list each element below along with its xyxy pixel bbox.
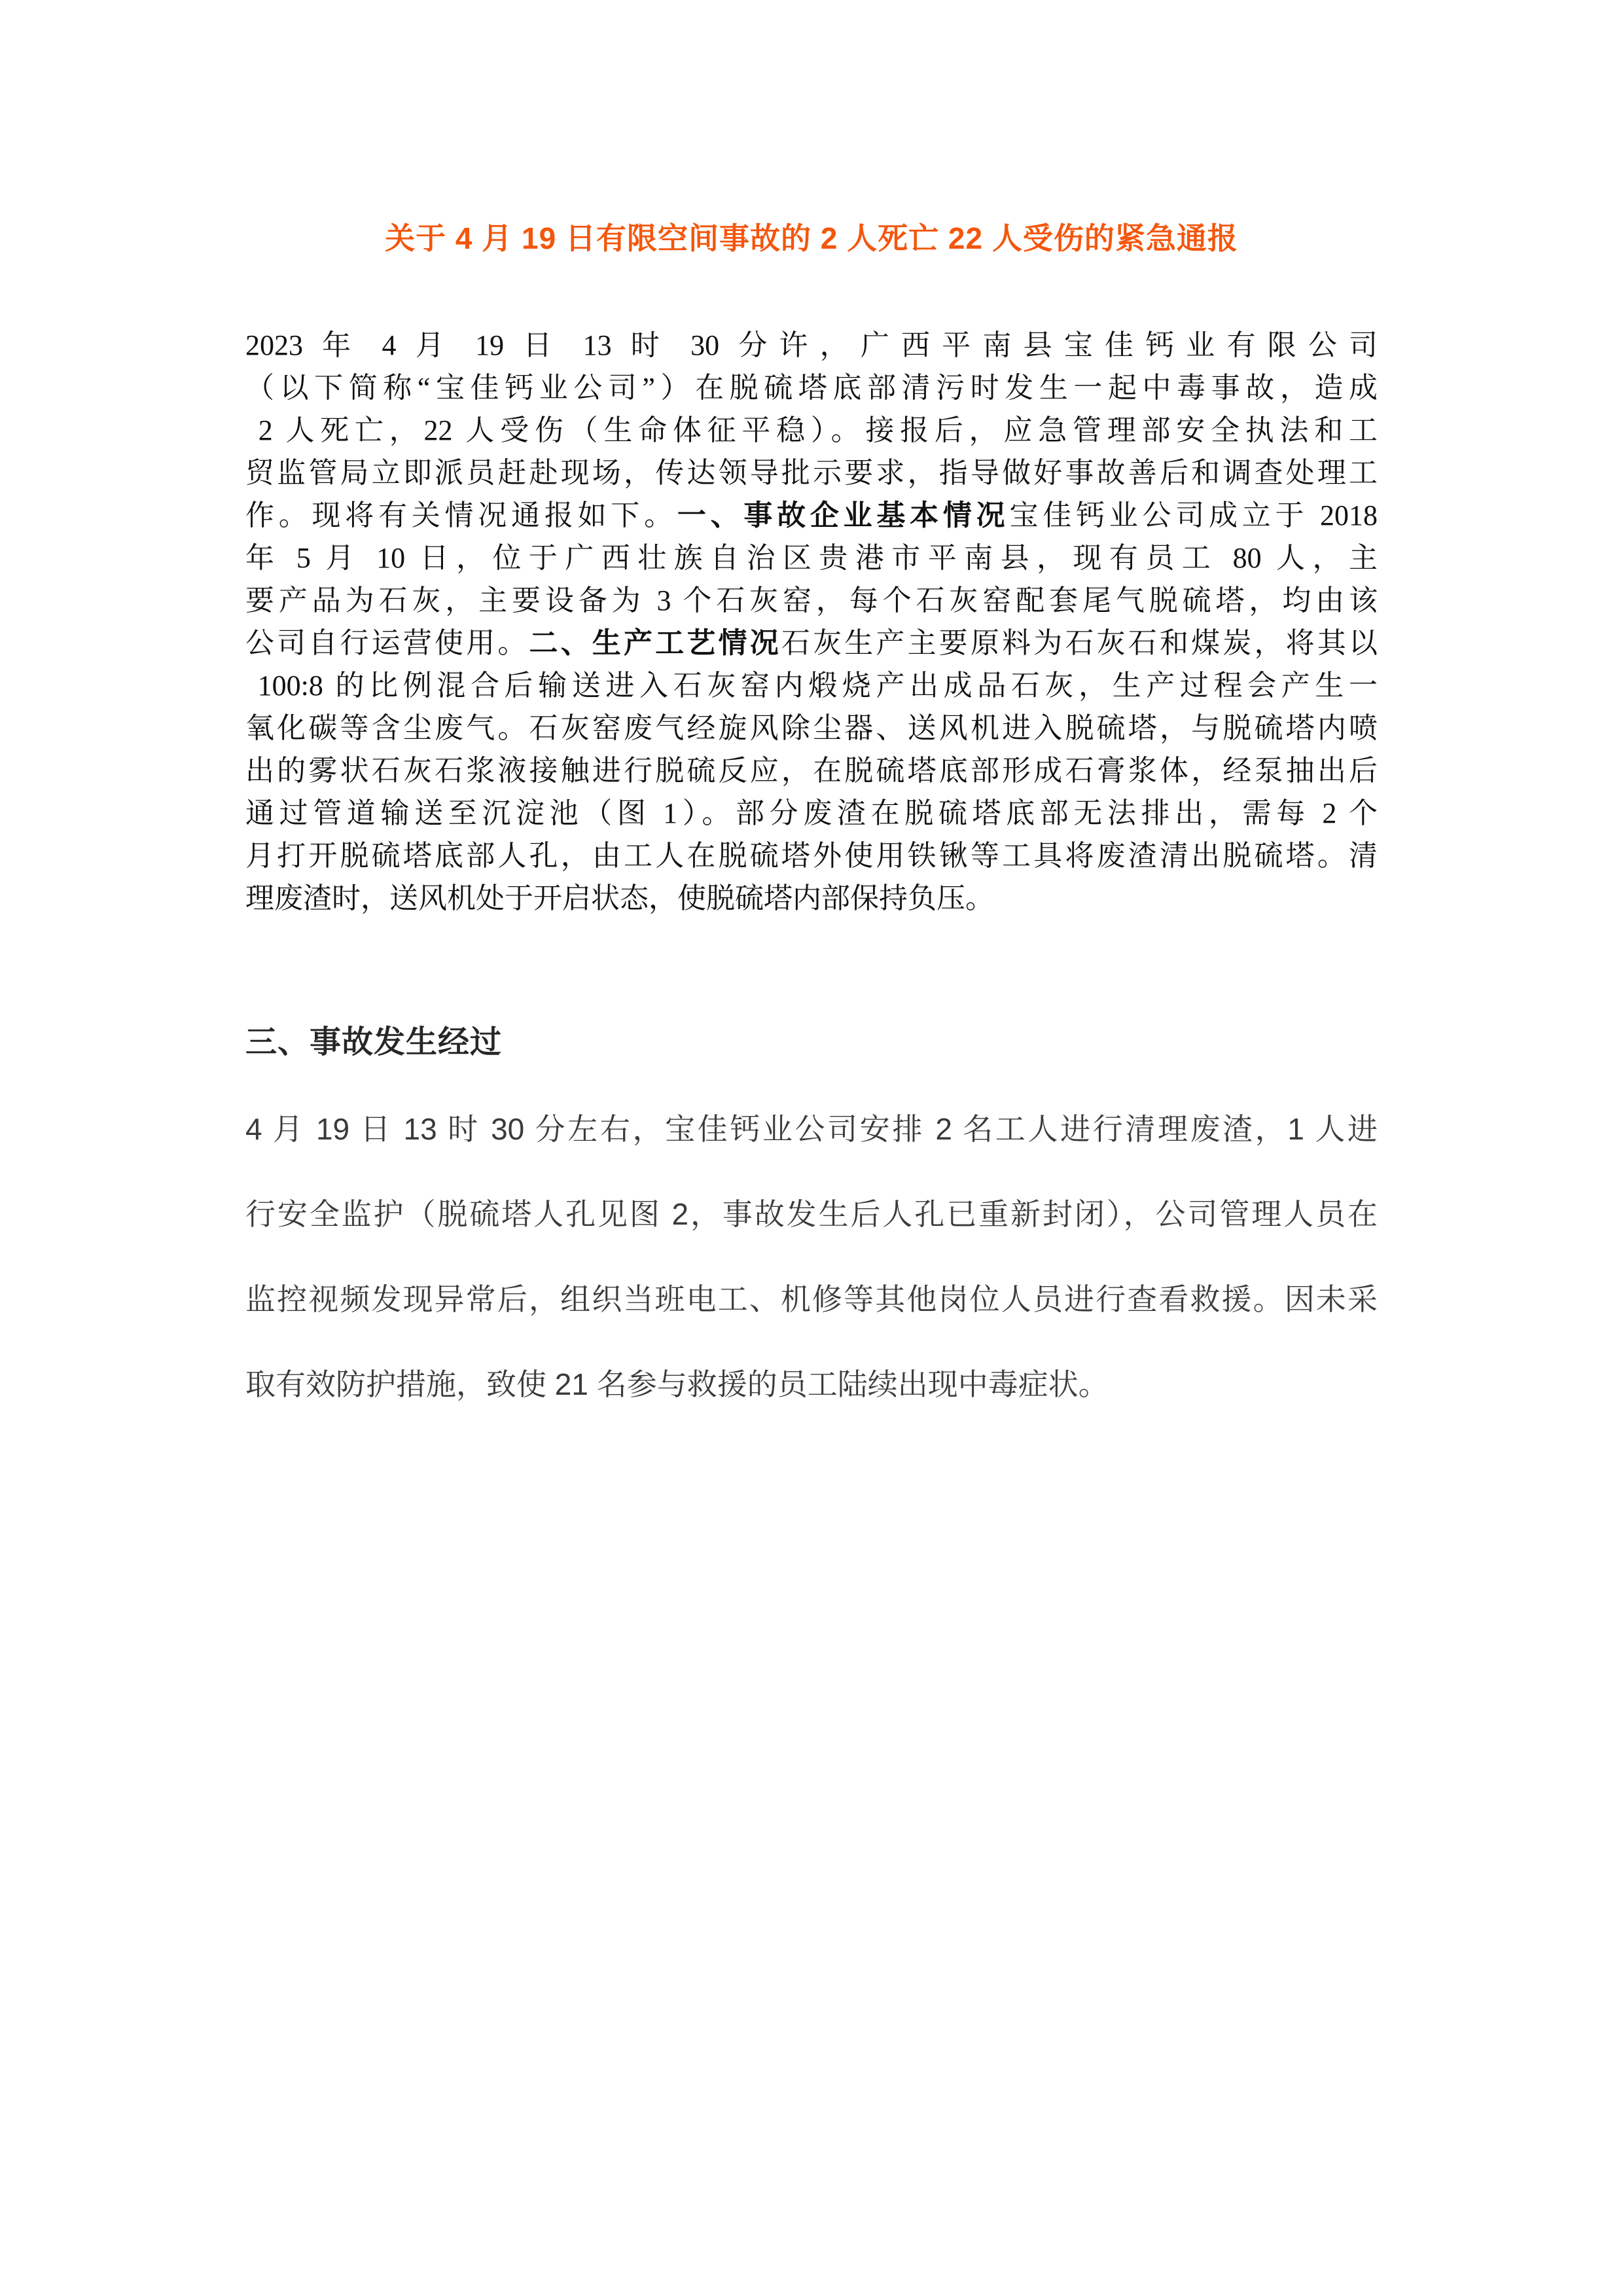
inline-text-run: 宝佳钙业公司成立于 2018 xyxy=(1009,499,1378,531)
inline-text-run: 取有效防护措施，致使 21 名参与救援的员工陆续出现中毒症状。 xyxy=(245,1367,1109,1401)
text-line xyxy=(245,367,1378,409)
inline-text-run: 通过管道输送至沉淀池（图 1）。部分废渣在脱硫塔底部无法排出，需每 2 个 xyxy=(245,797,1378,829)
inline-text-run: 贸监管局立即派员赶赴现场，传达领导批示要求，指导做好事故善后和调查处理工 xyxy=(245,457,1378,489)
inline-text-run: 氧化碳等含尘废气。石灰窑废气经旋风除尘器、送风机进入脱硫塔，与脱硫塔内喷 xyxy=(245,712,1378,744)
text-line xyxy=(245,494,1378,537)
text-line xyxy=(245,1342,1378,1427)
text-line xyxy=(245,579,1378,622)
text-line xyxy=(245,537,1378,579)
text-line xyxy=(245,452,1378,494)
text-line xyxy=(245,409,1378,452)
inline-text-run: 理废渣时，送风机处于开启状态，使脱硫塔内部保持负压。 xyxy=(245,882,994,914)
inline-text-run: 100:8 的比例混合后输送进入石灰窑内煅烧产出成品石灰，生产过程会产生一 xyxy=(245,670,1378,702)
inline-text-run: 2 人死亡，22 人受伤（生命体征平稳）。接报后，应急管理部安全执法和工 xyxy=(245,414,1378,446)
text-line xyxy=(245,792,1378,834)
inline-text-run: 出的雾状石灰石浆液接触进行脱硫反应，在脱硫塔底部形成石膏浆体，经泵抽出后 xyxy=(245,755,1378,787)
text-line xyxy=(245,1086,1378,1172)
text-line xyxy=(245,707,1378,749)
text-line xyxy=(245,1257,1378,1342)
inline-text-run: 石灰生产主要原料为石灰石和煤炭，将其以 xyxy=(781,627,1378,659)
inline-bold-run: 二、生产工艺情况 xyxy=(529,627,781,659)
text-line xyxy=(245,622,1378,664)
text-line xyxy=(245,749,1378,792)
inline-text-run: 2023 年 4 月 19 日 13 时 30 分许，广西平南县宝佳钙业有限公司 xyxy=(245,329,1378,361)
inline-text-run: 行安全监护（脱硫塔人孔见图 2，事故发生后人孔已重新封闭），公司管理人员在 xyxy=(245,1197,1378,1231)
inline-text-run: 月打开脱硫塔底部人孔，由工人在脱硫塔外使用铁锹等工具将废渣清出脱硫塔。清 xyxy=(245,840,1378,872)
document-title: 关于 4 月 19 日有限空间事故的 2 人死亡 22 人受伤的紧急通报 xyxy=(385,221,1238,255)
inline-text-run: 要产品为石灰，主要设备为 3 个石灰窑，每个石灰窑配套尾气脱硫塔，均由该 xyxy=(245,584,1378,617)
inline-text-run: 作。现将有关情况通报如下。 xyxy=(245,499,677,531)
text-line xyxy=(245,324,1378,367)
paragraph-accident-course xyxy=(245,1086,1378,1427)
inline-text-run: （以下简称“宝佳钙业公司”）在脱硫塔底部清污时发生一起中毒事故，造成 xyxy=(245,372,1378,404)
text-line xyxy=(245,834,1378,877)
text-line xyxy=(245,1172,1378,1257)
inline-text-run: 4 月 19 日 13 时 30 分左右，宝佳钙业公司安排 2 名工人进行清理废渣，1 人进 xyxy=(245,1112,1378,1146)
inline-text-run: 监控视频发现异常后，组织当班电工、机修等其他岗位人员进行查看救援。因未采 xyxy=(245,1282,1378,1316)
text-line xyxy=(245,877,1378,920)
inline-text-run: 公司自行运营使用。 xyxy=(245,627,529,659)
section-heading-accident-course: 三、事故发生经过 xyxy=(245,1025,503,1060)
text-line xyxy=(245,664,1378,707)
inline-bold-run: 一、事故企业基本情况 xyxy=(677,499,1010,531)
inline-text-run: 年 5 月 10 日，位于广西壮族自治区贵港市平南县，现有员工 80 人，主 xyxy=(245,542,1378,574)
paragraph-incident-overview xyxy=(245,324,1378,920)
